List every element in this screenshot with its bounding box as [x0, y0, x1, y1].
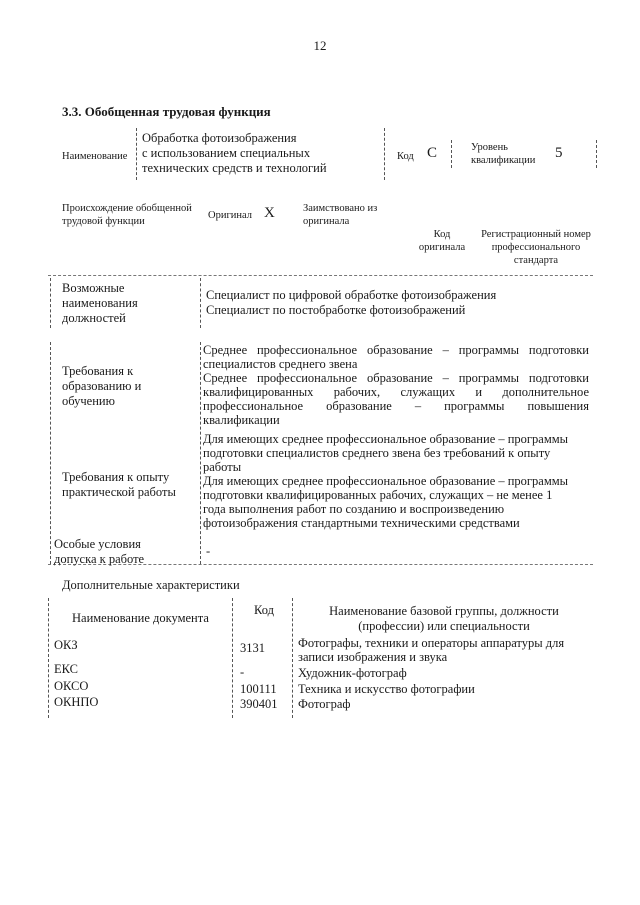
table-row: Фотограф: [298, 697, 351, 711]
table-row: Фотографы, техники и операторы аппаратуры для записи изображения и звука: [298, 636, 565, 664]
level-value: 5: [555, 145, 563, 161]
col-code-header: Код: [254, 603, 274, 617]
additional-border-mid2: [292, 598, 293, 718]
table-row: ОКСО: [54, 679, 89, 693]
col-doc-header: Наименование документа: [72, 611, 209, 625]
additional-border-left: [48, 598, 49, 718]
list-item: Специалист по постобработке фотоизображений: [206, 303, 466, 317]
requirements-border-mid: [200, 342, 201, 564]
name-value: Обработка фотоизображения с использованием специальных технических средств и технологий: [142, 131, 327, 175]
positions-label: Возможные наименования должностей: [62, 281, 138, 325]
positions-border-mid: [200, 278, 201, 328]
list-item: Специалист по цифровой обработке фотоизображения: [206, 288, 497, 302]
borrowed-label: Заимствовано из оригинала: [303, 203, 378, 227]
level-border: [596, 140, 597, 168]
table-row: 390401: [240, 697, 278, 711]
special-value: -: [206, 544, 211, 558]
table-row: ОКНПО: [54, 695, 99, 709]
additional-border-mid1: [232, 598, 233, 718]
code-value: C: [427, 145, 438, 161]
original-mark: X: [264, 205, 275, 221]
table-row: ОКЗ: [54, 638, 78, 652]
table-top-border: [48, 275, 593, 276]
code-border: [451, 140, 452, 168]
experience-text: Для имеющих среднее профессиональное образование – программы подготовки специалистов среднего звена без требований к опыту работы Для имеющих среднее профессиональное образование – программы подготовки квалифицированных рабочих, служащих – не менее 1 года выполнения работ по созданию и воспроизведению фотоизображения стандартными техническими средствами: [203, 432, 569, 530]
table-row: Техника и искусство фотографии: [298, 682, 475, 696]
page-number: 12: [313, 38, 327, 53]
code-label: Код: [397, 151, 414, 162]
table-row: 100111: [240, 682, 277, 696]
section-title: 3.3. Обобщенная трудовая функция: [62, 104, 271, 119]
table-row: Художник-фотограф: [298, 666, 407, 680]
special-label: Особые условия допуска к работе: [54, 537, 145, 566]
experience-label: Требования к опыту практической работы: [62, 470, 176, 499]
origin-label: Происхождение обобщенной трудовой функции: [62, 203, 192, 227]
reg-number-label: Регистрационный номер профессионального стандарта: [481, 229, 591, 266]
table-row: ЕКС: [54, 662, 78, 676]
requirements-border-left: [50, 342, 51, 564]
education-label: Требования к образованию и обучению: [62, 364, 142, 408]
original-label: Оригинал: [208, 210, 252, 221]
name-label: Наименование: [62, 151, 128, 162]
name-border-left: [136, 128, 137, 180]
additional-title: Дополнительные характеристики: [62, 578, 240, 592]
positions-list: [206, 288, 496, 318]
name-border-right: [384, 128, 385, 180]
col-group-header: Наименование базовой группы, должности (профессии) или специальности: [329, 604, 559, 633]
level-label: Уровень квалификации: [471, 142, 536, 166]
code-original-label: Код оригинала: [418, 229, 466, 253]
table-row: 3131: [240, 641, 265, 655]
education-text: Среднее профессиональное образование – программы подготовки специалистов среднего звена Среднее профессиональное образование – программы подготовки квалифицированных рабочих, служащих и дополнительное профессиональное образование – программы повышения квалификации: [203, 343, 589, 427]
positions-border-left: [50, 278, 51, 328]
table-row: -: [240, 665, 245, 679]
